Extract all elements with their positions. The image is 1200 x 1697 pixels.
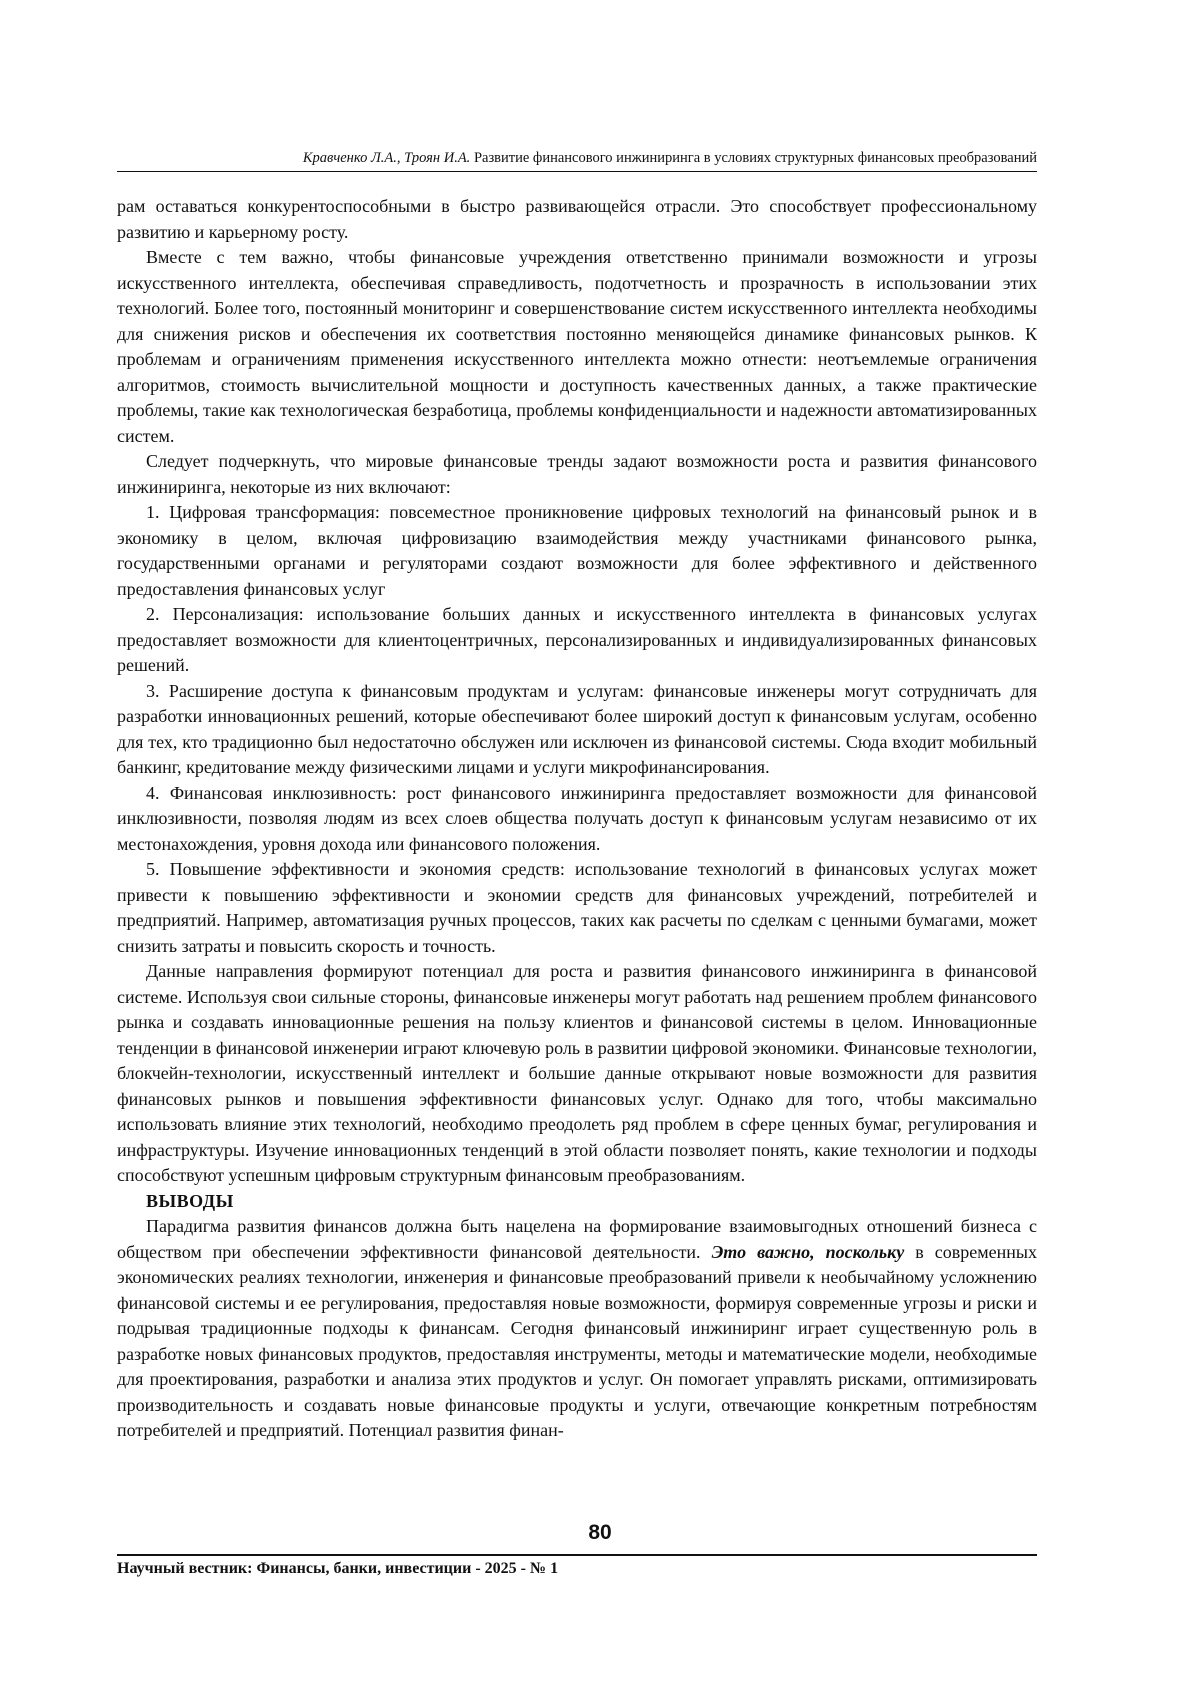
header-rule (117, 171, 1037, 172)
paragraph-directions-summary: Данные направления формируют потенциал для роста и развития финансового инжиниринга в финансовой системе. Используя свои сильные стороны, финансовые инженеры могут работать над решением проблем финансового рынка и создавать инновационные решения на пользу клиентов и финансовой системы в целом. Инновационные тенденции в финансовой инженерии играют ключевую роль в развитии цифровой экономики. Финансовые технологии, блокчейн-технологии, искусственный интеллект и большие данные открывают новые возможности для развития финансовых рынков и повышения эффективности финансовых услуг. Однако для того, чтобы максимально использовать влияние этих технологий, необходимо преодолеть ряд проблем в сфере ценных бумаг, регулирования и инфраструктуры. Изучение инновационных тенденций в этой области позволяет понять, какие технологии и подходы способствуют успешным цифровым структурным финансовым преобразованиям. (117, 961, 1037, 1185)
list-item-personalization: 2. Персонализация: использование больших данных и искусственного интеллекта в финансовых услугах предоставляет возможности для клиентоцентричных, персонализированных и индивидуализированных финансовых решений. (117, 604, 1037, 675)
footer-rule (117, 1554, 1037, 1556)
article-body (117, 194, 1037, 1444)
header-title: Развитие финансового инжиниринга в условиях структурных финансовых преобразований (473, 150, 1037, 166)
list-item-financial-inclusion: 4. Финансовая инклюзивность: рост финансового инжиниринга предоставляет возможности для финансовой инклюзивности, позволяя людям из всех слоев общества получать доступ к финансовым услугам независимо от их местонахождения, уровня дохода или финансового положения. (117, 782, 1037, 854)
list-item-access-expansion: 3. Расширение доступа к финансовым продуктам и услугам: финансовые инженеры могут сотрудничать для разработки инновационных решений, которые обеспечивают более широкий доступ к финансовым услугам, особенно для тех, кто традиционно был недостаточно обслужен или исключен из финансовой системы. Сюда входит мобильный банкинг, кредитование между физическими лицами и услуги микрофинансирования. (117, 680, 1037, 777)
conclusions-text-before: Парадигма развития финансов должна быть нацелена на формирование взаимовыгодных отношений бизнеса с обществом при обеспечении эффективности финансовой деятельности. (117, 1216, 1037, 1262)
page-number: 80 (588, 1521, 612, 1544)
paragraph-conclusions (117, 1214, 1037, 1444)
paragraph-ai-risks: Вместе с тем важно, чтобы финансовые учреждения ответственно принимали возможности и угрозы искусственного интеллекта, обеспечивая справедливость, подотчетность и прозрачность в использовании этих технологий. Более того, постоянный мониторинг и совершенствование систем искусственного интеллекта необходимы для снижения рисков и обеспечения их соответствия постоянно меняющейся динамике финансовых рынков. К проблемам и ограничениям применения искусственного интеллекта можно отнести: неотъемлемые ограничения алгоритмов, стоимость вычислительной мощности и доступность качественных данных, а также практические проблемы, такие как технологическая безработица, проблемы конфиденциальности и надежности автоматизированных систем. (117, 247, 1037, 446)
list-item-efficiency: 5. Повышение эффективности и экономия средств: использование технологий в финансовых услугах может привести к повышению эффективности и экономии средств для финансовых учреждений, потребителей и предприятий. Например, автоматизация ручных процессов, таких как расчеты по сделкам с ценными бумагами, может снизить затраты и повысить скорость и точность. (117, 859, 1037, 956)
conclusions-text-after: в современных экономических реалиях технологии, инженерия и финансовые преобразований привели к необычайному усложнению финансовой системы и ее регулирования, предоставляя новые возможности, формируя современные угрозы и риски и подрывая традиционные подходы к финансам. Сегодня финансовый инжиниринг играет существенную роль в разработке новых финансовых продуктов, предоставляя инструменты, методы и математические модели, необходимые для проектирования, разработки и анализа этих продуктов и услуг. Он помогает управлять рисками, оптимизировать производительность и создавать новые финансовые продукты и услуги, отвечающие конкретным потребностям потребителей и предприятий. Потенциал развития финан- (117, 1241, 1037, 1440)
conclusions-emphasis: Это важно, поскольку (711, 1241, 905, 1262)
list-item-digital-transformation: 1. Цифровая трансформация: повсеместное проникновение цифровых технологий на финансовый рынок и в экономику в целом, включая цифровизацию взаимодействия между участниками финансового рынка, государственными органами и регуляторами создают возможности для более эффективного и действенного предоставления финансовых услуг (117, 502, 1037, 599)
paragraph-trends-intro: Следует подчеркнуть, что мировые финансовые тренды задают возможности роста и развития финансового инжиниринга, некоторые из них включают: (117, 451, 1037, 497)
journal-footer: Научный вестник: Финансы, банки, инвестиции - 2025 - № 1 (117, 1560, 559, 1577)
section-heading-conclusions: ВЫВОДЫ (146, 1190, 234, 1211)
running-header (117, 148, 1037, 168)
header-authors: Кравченко Л.А., Троян И.А. (302, 150, 471, 166)
paragraph-continuation: рам оставаться конкурентоспособными в быстро развивающейся отрасли. Это способствует профессиональному развитию и карьерному росту. (117, 196, 1037, 242)
